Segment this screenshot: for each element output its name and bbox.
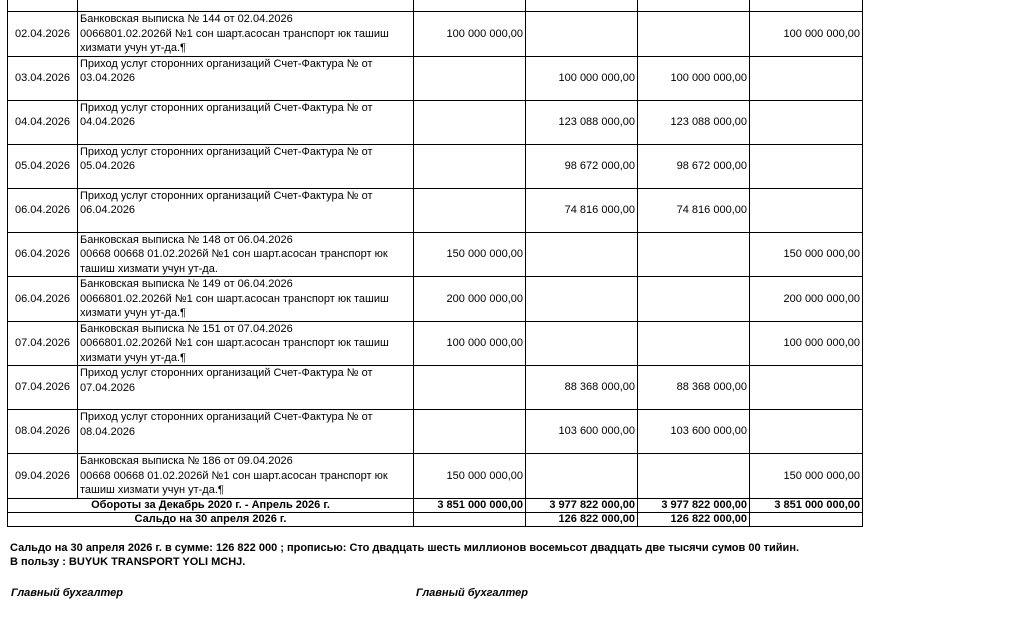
chief-accountant-left: Главный бухгалтер bbox=[11, 587, 123, 599]
row-description-line: Приход услуг сторонних организаций Счет-Фактура № от bbox=[80, 367, 373, 379]
row-description-line: Банковская выписка № 151 от 07.04.2026 bbox=[80, 322, 293, 335]
row-description-line: 06.04.2026 bbox=[80, 204, 136, 216]
row-credit-2: 100 000 000,00 bbox=[750, 12, 863, 57]
row-credit-2: 100 000 000,00 bbox=[750, 321, 863, 366]
row-description-line: Приход услуг сторонних организаций Счет-Фактура № от bbox=[80, 411, 373, 423]
row-credit-1 bbox=[526, 454, 638, 499]
row-date: 03.04.2026 bbox=[8, 56, 78, 100]
row-credit-1: 100 000 000,00 bbox=[526, 56, 638, 100]
table-row bbox=[8, 56, 863, 100]
turnover-debit-1: 3 851 000 000,00 bbox=[414, 498, 526, 512]
row-credit-1: 103 600 000,00 bbox=[526, 410, 638, 454]
row-description-line: 0066801.02.2026й №1 сон шарт.асосан транспорт юк ташиш bbox=[80, 292, 389, 305]
row-date: 04.04.2026 bbox=[8, 100, 78, 144]
row-credit-1 bbox=[526, 277, 638, 322]
row-description bbox=[78, 454, 414, 499]
row-description-line: хизмати учун ут-да.¶ bbox=[80, 351, 186, 364]
table-row bbox=[8, 144, 863, 188]
turnover-credit-1: 3 977 822 000,00 bbox=[526, 498, 638, 512]
row-credit-1: 98 672 000,00 bbox=[526, 144, 638, 188]
balance-debit-2: 126 822 000,00 bbox=[638, 512, 750, 526]
row-description bbox=[78, 144, 414, 188]
row-description-line: 0066801.02.2026й №1 сон шарт.асосан транспорт юк ташиш bbox=[80, 27, 389, 40]
table-row bbox=[8, 321, 863, 366]
row-debit-2: 100 000 000,00 bbox=[638, 56, 750, 100]
row-description-line: Банковская выписка № 149 от 06.04.2026 bbox=[80, 278, 293, 290]
row-credit-1: 123 088 000,00 bbox=[526, 100, 638, 144]
row-debit-1: 100 000 000,00 bbox=[414, 12, 526, 57]
reconciliation-table bbox=[7, 0, 863, 527]
row-description-line: Банковская выписка № 144 от 02.04.2026 bbox=[80, 13, 293, 25]
row-credit-2 bbox=[750, 144, 863, 188]
row-debit-1 bbox=[414, 366, 526, 410]
row-description-line: 03.04.2026 bbox=[80, 72, 136, 84]
balance-row bbox=[8, 512, 863, 526]
row-date: 06.04.2026 bbox=[8, 232, 78, 277]
row-credit-2 bbox=[750, 188, 863, 232]
row-debit-1 bbox=[414, 410, 526, 454]
balance-summary-text: Сальдо на 30 апреля 2026 г. в сумме: 126 822 000 ; прописью: Сто двадцать шесть миллионов восемьсот двадцать две тысячи сумов 00 тийин. bbox=[10, 542, 800, 554]
row-debit-2 bbox=[638, 277, 750, 322]
row-debit-1: 150 000 000,00 bbox=[414, 454, 526, 499]
table-row bbox=[8, 454, 863, 499]
row-description bbox=[78, 188, 414, 232]
row-description bbox=[78, 321, 414, 366]
balance-credit-2 bbox=[750, 512, 863, 526]
turnover-label: Обороты за Декабрь 2020 г. - Апрель 2026 г. bbox=[8, 498, 414, 512]
row-debit-1 bbox=[414, 188, 526, 232]
balance-label: Сальдо на 30 апреля 2026 г. bbox=[8, 512, 414, 526]
row-debit-1: 100 000 000,00 bbox=[414, 321, 526, 366]
row-credit-1 bbox=[526, 12, 638, 57]
row-credit-2 bbox=[750, 366, 863, 410]
row-description bbox=[78, 12, 414, 57]
row-date: 08.04.2026 bbox=[8, 410, 78, 454]
chief-accountant-right: Главный бухгалтер bbox=[416, 587, 528, 599]
row-description-line: хизмати учун ут-да.¶ bbox=[80, 307, 186, 319]
row-description-line: ташиш хизмати учун ут-да. bbox=[80, 262, 218, 275]
row-description-line: Приход услуг сторонних организаций Счет-Фактура № от bbox=[80, 189, 373, 202]
table-row bbox=[8, 277, 863, 322]
row-description-line: 04.04.2026 bbox=[80, 116, 136, 128]
row-description-line: 07.04.2026 bbox=[80, 381, 136, 394]
row-description-line: 0066801.02.2026й №1 сон шарт.асосан транспорт юк ташиш bbox=[80, 337, 389, 349]
row-description-line: 08.04.2026 bbox=[80, 425, 136, 438]
row-description-line: Приход услуг сторонних организаций Счет-Фактура № от bbox=[80, 101, 373, 114]
row-description-line: 05.04.2026 bbox=[80, 160, 136, 172]
balance-debit-1 bbox=[414, 512, 526, 526]
row-description bbox=[78, 366, 414, 410]
row-date: 07.04.2026 bbox=[8, 321, 78, 366]
row-date: 07.04.2026 bbox=[8, 366, 78, 410]
row-date: 02.04.2026 bbox=[8, 12, 78, 57]
row-credit-2: 200 000 000,00 bbox=[750, 277, 863, 322]
table-row bbox=[8, 366, 863, 410]
row-debit-2 bbox=[638, 12, 750, 57]
turnover-row bbox=[8, 498, 863, 512]
row-credit-1 bbox=[526, 321, 638, 366]
row-debit-2: 88 368 000,00 bbox=[638, 366, 750, 410]
row-credit-1 bbox=[526, 232, 638, 277]
row-credit-1: 74 816 000,00 bbox=[526, 188, 638, 232]
table-row bbox=[8, 188, 863, 232]
balance-credit-1: 126 822 000,00 bbox=[526, 512, 638, 526]
table-row bbox=[8, 232, 863, 277]
row-description-line: 00668 00668 01.02.2026й №1 сон шарт.асосан транспорт юк bbox=[80, 469, 388, 482]
row-description bbox=[78, 410, 414, 454]
row-description-line: Банковская выписка № 148 от 06.04.2026 bbox=[80, 233, 293, 246]
row-debit-1: 150 000 000,00 bbox=[414, 232, 526, 277]
in-favor-of-text: В пользу : BUYUK TRANSPORT YOLI MCHJ. bbox=[10, 556, 246, 568]
row-debit-2: 98 672 000,00 bbox=[638, 144, 750, 188]
row-debit-1: 200 000 000,00 bbox=[414, 277, 526, 322]
table-row-top-cut bbox=[8, 0, 863, 12]
table-row bbox=[8, 12, 863, 57]
row-description-line: Банковская выписка № 186 от 09.04.2026 bbox=[80, 455, 293, 467]
row-date: 06.04.2026 bbox=[8, 277, 78, 322]
row-debit-2 bbox=[638, 321, 750, 366]
row-description bbox=[78, 277, 414, 322]
row-description bbox=[78, 232, 414, 277]
row-debit-2: 123 088 000,00 bbox=[638, 100, 750, 144]
row-debit-1 bbox=[414, 144, 526, 188]
row-credit-1: 88 368 000,00 bbox=[526, 366, 638, 410]
row-debit-1 bbox=[414, 56, 526, 100]
turnover-credit-2: 3 851 000 000,00 bbox=[750, 498, 863, 512]
row-debit-2 bbox=[638, 454, 750, 499]
row-debit-2 bbox=[638, 232, 750, 277]
table-row bbox=[8, 410, 863, 454]
row-debit-2: 103 600 000,00 bbox=[638, 410, 750, 454]
row-description-line: Приход услуг сторонних организаций Счет-Фактура № от bbox=[80, 145, 373, 158]
row-description-line: Приход услуг сторонних организаций Счет-Фактура № от bbox=[80, 57, 373, 70]
row-credit-2: 150 000 000,00 bbox=[750, 232, 863, 277]
row-date: 06.04.2026 bbox=[8, 188, 78, 232]
row-credit-2 bbox=[750, 100, 863, 144]
row-date: 05.04.2026 bbox=[8, 144, 78, 188]
row-description bbox=[78, 100, 414, 144]
row-description-line: 00668 00668 01.02.2026й №1 сон шарт.асосан транспорт юк bbox=[80, 248, 388, 260]
row-credit-2 bbox=[750, 56, 863, 100]
row-credit-2: 150 000 000,00 bbox=[750, 454, 863, 499]
row-description-line: хизмати учун ут-да.¶ bbox=[80, 42, 186, 54]
row-debit-1 bbox=[414, 100, 526, 144]
turnover-debit-2: 3 977 822 000,00 bbox=[638, 498, 750, 512]
table-row bbox=[8, 100, 863, 144]
row-description bbox=[78, 56, 414, 100]
row-debit-2: 74 816 000,00 bbox=[638, 188, 750, 232]
row-date: 09.04.2026 bbox=[8, 454, 78, 499]
row-credit-2 bbox=[750, 410, 863, 454]
row-description-line: ташиш хизмати учун ут-да.¶ bbox=[80, 484, 224, 496]
